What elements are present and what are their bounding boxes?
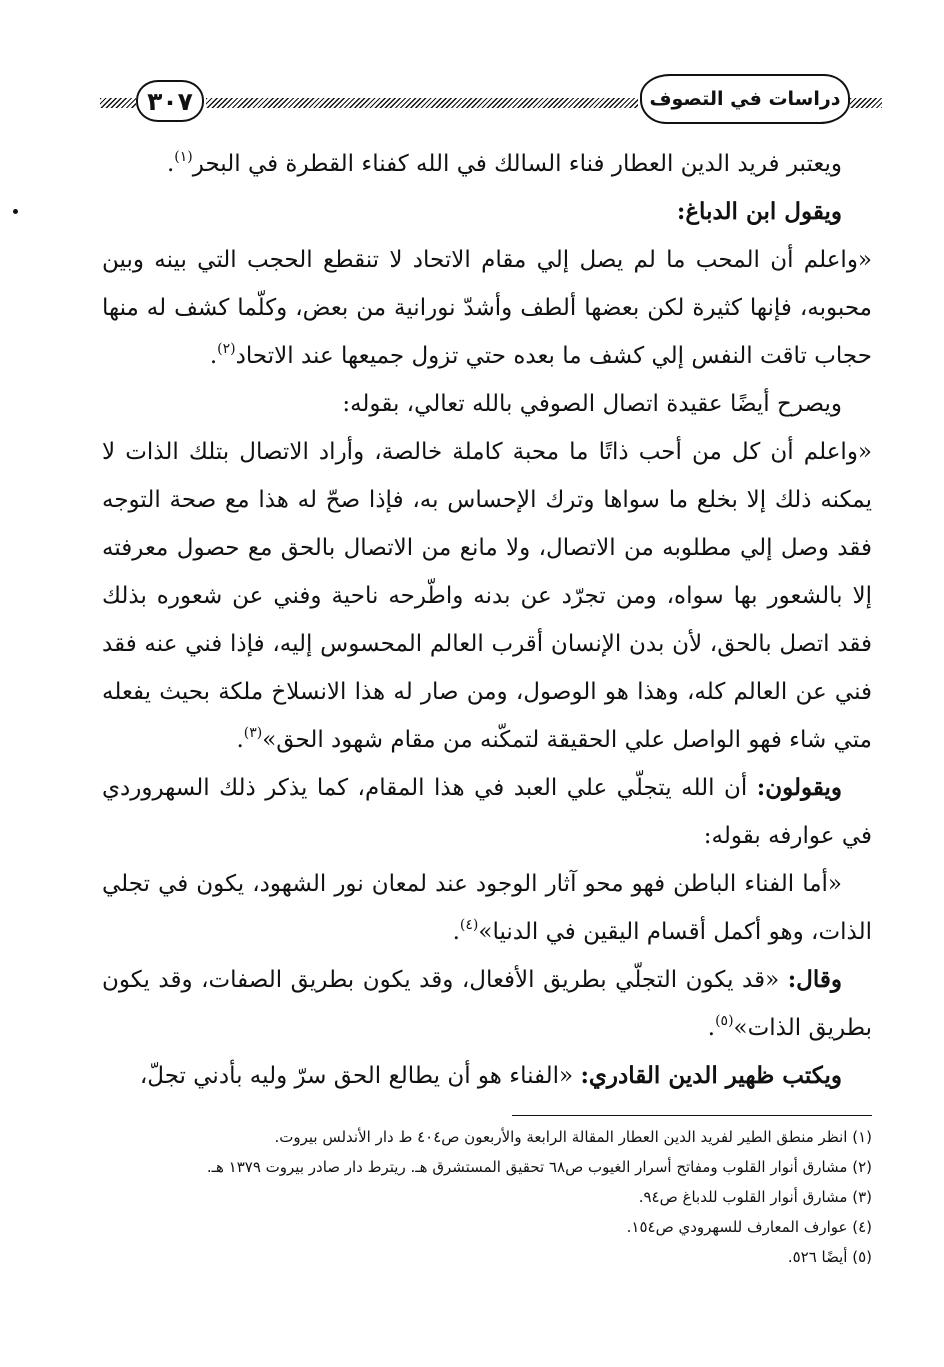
footnote-divider (512, 1115, 872, 1116)
paragraph-end: . (452, 919, 460, 945)
paragraph-text: «واعلم أن كل من أحب ذاتًا ما محبة كاملة خالصة، وأراد الاتصال بتلك الذات لا يمكنه ذلك إلا بخلع ما سواها وترك الإحساس به، فإذا صحّ له هذا مع صحة التوجه فقد وصل إلي مطلوبه من الاتصال، ولا مانع من الاتصال بالحق مع حصول معرفته إلا بالشعور بها سواه، ومن تجرّد عن بدنه واطّرحه ناحية وفني عن شعوره بذلك فقد اتصل بالحق، لأن بدن الإنسان أقرب العالم المحسوس إليه، فإذا فني عنه فقد فني عن العالم كله، وهذا هو الوصول، ومن صار له هذا الانسلاخ ملكة بحيث يفعله متي شاء فهو الواصل علي الحقيقة لتمكّنه من مقام شهود الحق» (102, 439, 872, 753)
main-text (102, 140, 872, 1100)
quote-paragraph (102, 428, 872, 764)
paragraph-end: . (166, 151, 175, 177)
footnote: (٤) عوارف المعارف للسهرودي ص١٥٤. (626, 1218, 872, 1236)
header-ornament-left (100, 98, 136, 108)
paragraph-lead: وقال: (787, 966, 842, 993)
paragraph: ويصرح أيضًا عقيدة اتصال الصوفي بالله تعالي، بقوله: (342, 391, 842, 417)
paragraph-end: . (236, 727, 244, 753)
paragraph-end: . (707, 1015, 716, 1041)
footnote-ref: (٥) (715, 1013, 734, 1029)
paragraph (102, 956, 872, 1052)
running-header (100, 72, 882, 132)
quote-paragraph (102, 860, 872, 956)
paragraph-text: «أما الفناء الباطن فهو محو آثار الوجود عند لمعان نور الشهود، يكون في تجلي الذات، وهو أكمل أقسام اليقين في الدنيا» (102, 871, 872, 945)
footnote: (٣) مشارق أنوار القلوب للدباغ ص٩٤. (638, 1188, 872, 1206)
footnote-ref: (٢) (217, 341, 236, 357)
book-title: دراسات في التصوف (640, 74, 850, 124)
section-heading: ويقول ابن الدباغ: (676, 198, 842, 225)
paragraph-text: «واعلم أن المحب ما لم يصل إلي مقام الاتحاد لا تنقطع الحجب التي بينه وبين محبوبه، فإنها كثيرة لكن بعضها ألطف وأشدّ نورانية من بعض، وكلّما كشف له منها حجاب تاقت النفس إلي كشف ما بعده حتي تزول جميعها عند الاتحاد (102, 247, 872, 369)
header-ornament-middle (206, 98, 638, 108)
paragraph-text: ويعتبر فريد الدين العطار فناء السالك في الله كفناء القطرة في البحر (192, 151, 842, 177)
paragraph-lead: ويقولون: (756, 774, 842, 801)
page-number: ٣٠٧ (136, 80, 204, 122)
footnotes (102, 1122, 872, 1272)
paragraph-text: «قد يكون التجلّي بطريق الأفعال، وقد يكون بطريق الصفات، وقد يكون بطريق الذات» (102, 967, 872, 1041)
paragraph-text: «الفناء هو أن يطالع الحق سرّ وليه بأدني تجلّ، (139, 1063, 581, 1089)
paragraph-lead: ويكتب ظهير الدين القادري: (580, 1062, 842, 1089)
footnote-ref: (٤) (459, 917, 479, 933)
footnote: (١) انظر منطق الطير لفريد الدين العطار المقالة الرابعة والأربعون ص٤٠٤ ط دار الأندلس بيروت. (274, 1128, 872, 1146)
footnote-ref: (١) (174, 149, 193, 165)
stray-mark (13, 209, 18, 214)
paragraph-text: أن الله يتجلّي علي العبد في هذا المقام، كما يذكر ذلك السهروردي في عوارفه بقوله: (102, 775, 872, 849)
paragraph-end: . (209, 343, 218, 369)
footnote-ref: (٣) (243, 725, 263, 741)
header-ornament-right (850, 98, 882, 108)
paragraph (102, 1052, 872, 1100)
footnote: (٥) أيضًا ٥٢٦. (787, 1248, 872, 1266)
paragraph (102, 140, 872, 188)
paragraph (102, 764, 872, 860)
quote-paragraph (102, 236, 872, 380)
footnote: (٢) مشارق أنوار القلوب ومفاتح أسرار الغيوب ص٦٨ تحقيق المستشرق هـ. ريترط دار صادر بيروت ١٣٧٩ هـ. (206, 1158, 872, 1176)
